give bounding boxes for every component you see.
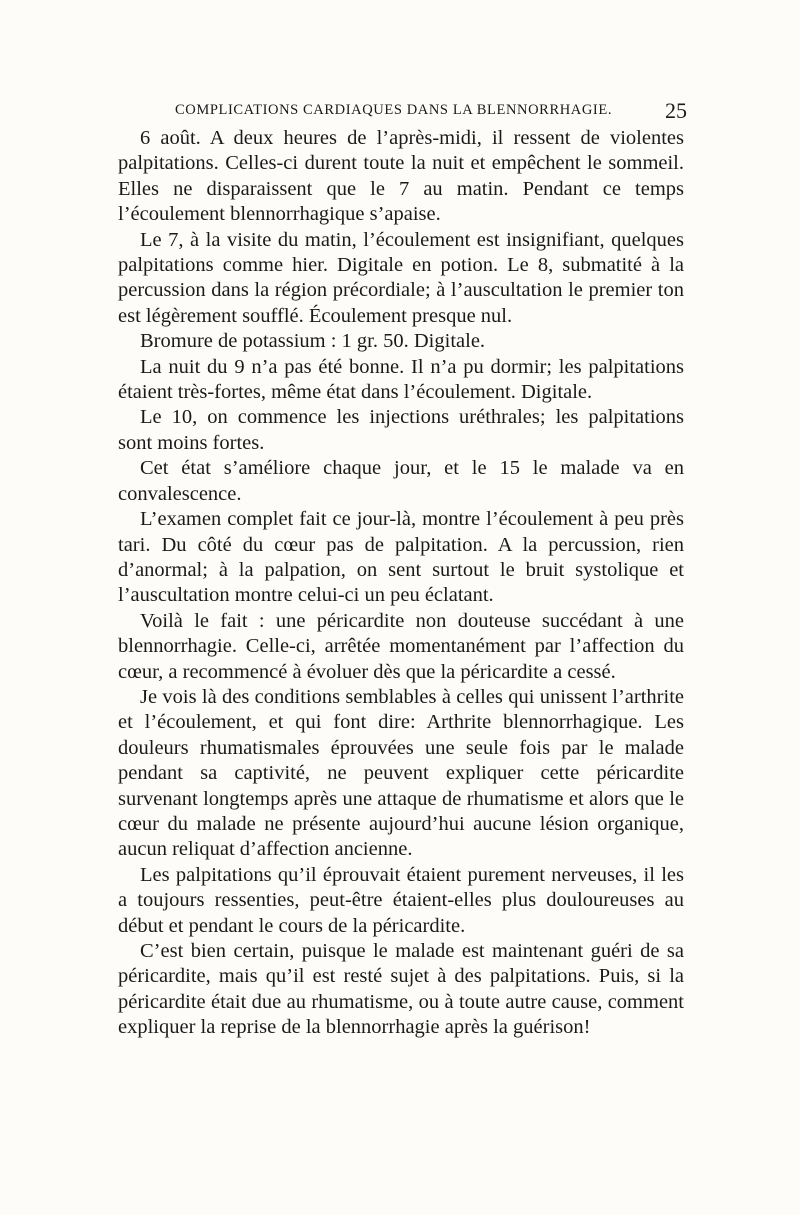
page-number: 25 — [665, 98, 687, 123]
text-body — [118, 126, 684, 1041]
paragraph: L’examen complet fait ce jour-là, montre l’écoulement à peu près tari. Du côté du cœur pas de palpitation. A la percussion, rien d’anormal; à la palpation, on sent surtout le bruit systolique et l’auscultation montre celui-ci un peu éclatant. — [118, 508, 684, 607]
paragraph: 6 août. A deux heures de l’après-midi, il ressent de violentes palpitations. Celles-ci durent toute la nuit et empêchent le sommeil. Elles ne disparaissent que le 7 au matin. Pendant ce temps l’écoulement blennorrhagique s’apaise. — [118, 127, 684, 226]
running-title: COMPLICATIONS CARDIAQUES DANS LA BLENNORRHAGIE. — [175, 102, 613, 118]
paragraph: La nuit du 9 n’a pas été bonne. Il n’a pu dormir; les palpitations étaient très-fortes, même état dans l’écoulement. Digitale. — [118, 355, 684, 404]
paragraph: C’est bien certain, puisque le malade est maintenant guéri de sa péricardite, mais qu’il est resté sujet à des palpitations. Puis, si la péricardite était due au rhumatisme, ou à toute autre cause, comment expliquer la reprise de la blennorrhagie après la guérison! — [118, 940, 684, 1039]
paragraph: Le 10, on commence les injections uréthrales; les palpitations sont moins fortes. — [118, 406, 684, 454]
running-head — [175, 100, 687, 124]
paragraph: Bromure de potassium : 1 gr. 50. Digitale. — [140, 330, 486, 353]
paragraph: Voilà le fait : une péricardite non douteuse succédant à une blennorrhagie. Celle-ci, arrêtée momentanément par l’affection du cœur, a recommencé à évoluer dès que la péricardite a cessé. — [118, 609, 684, 683]
paragraph: Les palpitations qu’il éprouvait étaient purement nerveuses, il les a toujours ressenties, peut-être étaient-elles plus douloureuses au début et pendant le cours de la péricardite. — [118, 863, 684, 937]
paragraph: Le 7, à la visite du matin, l’écoulement est insignifiant, quelques palpitations comme hier. Digitale en potion. Le 8, submatité à la percussion dans la région précordiale; à l’auscultation le premier ton est légèrement soufflé. Écoulement presque nul. — [118, 228, 684, 327]
paragraph: Cet état s’améliore chaque jour, et le 15 le malade va en convalescence. — [118, 457, 684, 505]
paragraph: Je vois là des conditions semblables à celles qui unissent l’arthrite et l’écoulement, et qui font dire: Arthrite blennorrhagique. Les douleurs rhumatismales éprouvées une seule fois par le malade pendant sa captivité, ne peuvent expliquer cette péricardite survenant longtemps après une attaque de rhumatisme et alors que le cœur du malade ne présente aujourd’hui aucune lésion organique, aucun reliquat d’affection ancienne. — [118, 685, 684, 861]
